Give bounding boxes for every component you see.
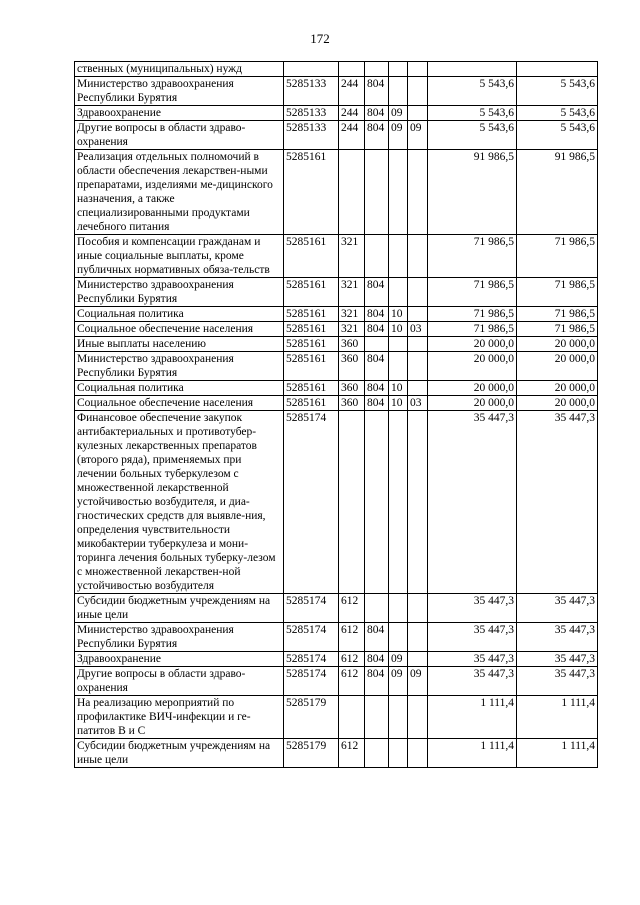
expense-type-cell: 360 [339,352,365,381]
subsection-cell [408,106,428,121]
expense-type-cell: 360 [339,337,365,352]
table-row [75,739,598,768]
subsection-cell [408,411,428,594]
section-cell [389,337,408,352]
section-cell: 10 [389,396,408,411]
row-name-cell: Здравоохранение [75,106,284,121]
subsection-cell [408,352,428,381]
expense-type-cell: 612 [339,652,365,667]
row-name-cell: Социальное обеспечение населения [75,396,284,411]
amount-2-cell: 91 986,5 [517,150,598,235]
amount-2-cell: 5 543,6 [517,121,598,150]
section-cell [389,411,408,594]
section-cell [389,77,408,106]
subsection-cell [408,696,428,739]
amount-1-cell: 71 986,5 [428,235,517,278]
target-code-cell: 5285174 [284,623,339,652]
row-name-cell: Иные выплаты населению [75,337,284,352]
table-row [75,411,598,594]
ministry-code-cell: 804 [365,307,389,322]
section-cell: 09 [389,652,408,667]
subsection-cell: 09 [408,667,428,696]
amount-1-cell: 1 111,4 [428,696,517,739]
row-name-cell: Министерство здравоохранения Республики Бурятия [75,278,284,307]
ministry-code-cell [365,150,389,235]
ministry-code-cell: 804 [365,623,389,652]
section-cell [389,150,408,235]
target-code-cell [284,62,339,77]
amount-2-cell: 5 543,6 [517,106,598,121]
row-name-cell: Пособия и компенсации гражданам и иные социальные выплаты, кроме публичных нормативных обяза-тельств [75,235,284,278]
ministry-code-cell [365,62,389,77]
ministry-code-cell: 804 [365,322,389,337]
table-row [75,62,598,77]
amount-2-cell: 35 447,3 [517,652,598,667]
row-name-cell: Социальное обеспечение населения [75,322,284,337]
subsection-cell [408,278,428,307]
table-row [75,667,598,696]
amount-1-cell: 71 986,5 [428,278,517,307]
row-name-cell: Здравоохранение [75,652,284,667]
section-cell: 10 [389,381,408,396]
table-row [75,77,598,106]
target-code-cell: 5285161 [284,396,339,411]
ministry-code-cell: 804 [365,396,389,411]
target-code-cell: 5285161 [284,322,339,337]
ministry-code-cell: 804 [365,352,389,381]
table-row [75,235,598,278]
section-cell [389,352,408,381]
amount-1-cell: 20 000,0 [428,396,517,411]
subsection-cell [408,77,428,106]
target-code-cell: 5285161 [284,150,339,235]
amount-1-cell: 5 543,6 [428,121,517,150]
subsection-cell: 03 [408,396,428,411]
amount-2-cell: 1 111,4 [517,739,598,768]
expense-type-cell [339,62,365,77]
amount-2-cell: 71 986,5 [517,307,598,322]
amount-1-cell: 71 986,5 [428,322,517,337]
expense-type-cell [339,696,365,739]
section-cell [389,235,408,278]
expense-type-cell: 360 [339,381,365,396]
amount-2-cell: 71 986,5 [517,235,598,278]
amount-1-cell [428,62,517,77]
amount-2-cell: 20 000,0 [517,396,598,411]
target-code-cell: 5285161 [284,352,339,381]
table-row [75,652,598,667]
expense-type-cell: 321 [339,235,365,278]
amount-2-cell: 1 111,4 [517,696,598,739]
target-code-cell: 5285174 [284,411,339,594]
target-code-cell: 5285174 [284,594,339,623]
table-row [75,322,598,337]
row-name-cell: Министерство здравоохранения Республики Бурятия [75,352,284,381]
amount-2-cell: 35 447,3 [517,594,598,623]
target-code-cell: 5285161 [284,381,339,396]
amount-1-cell: 71 986,5 [428,307,517,322]
amount-1-cell: 20 000,0 [428,337,517,352]
amount-1-cell: 1 111,4 [428,739,517,768]
section-cell [389,739,408,768]
ministry-code-cell [365,739,389,768]
ministry-code-cell: 804 [365,381,389,396]
target-code-cell: 5285133 [284,77,339,106]
amount-2-cell: 35 447,3 [517,623,598,652]
target-code-cell: 5285179 [284,696,339,739]
subsection-cell: 03 [408,322,428,337]
section-cell: 09 [389,106,408,121]
amount-2-cell: 5 543,6 [517,77,598,106]
table-row [75,278,598,307]
subsection-cell [408,235,428,278]
subsection-cell [408,652,428,667]
subsection-cell [408,337,428,352]
amount-1-cell: 20 000,0 [428,352,517,381]
amount-2-cell: 71 986,5 [517,322,598,337]
amount-2-cell: 71 986,5 [517,278,598,307]
ministry-code-cell [365,235,389,278]
subsection-cell [408,381,428,396]
expense-type-cell: 244 [339,77,365,106]
budget-table [74,61,598,768]
target-code-cell: 5285174 [284,652,339,667]
ministry-code-cell: 804 [365,667,389,696]
expense-type-cell: 321 [339,278,365,307]
ministry-code-cell: 804 [365,106,389,121]
expense-type-cell: 321 [339,322,365,337]
table-row [75,623,598,652]
subsection-cell: 09 [408,121,428,150]
section-cell [389,278,408,307]
row-name-cell: Социальная политика [75,307,284,322]
target-code-cell: 5285133 [284,106,339,121]
amount-2-cell: 35 447,3 [517,667,598,696]
target-code-cell: 5285161 [284,278,339,307]
target-code-cell: 5285133 [284,121,339,150]
expense-type-cell [339,150,365,235]
amount-1-cell: 35 447,3 [428,411,517,594]
table-row [75,696,598,739]
section-cell: 09 [389,667,408,696]
target-code-cell: 5285161 [284,307,339,322]
section-cell [389,594,408,623]
page-number: 172 [310,31,330,46]
row-name-cell: На реализацию мероприятий по профилактике ВИЧ-инфекции и ге-патитов В и С [75,696,284,739]
subsection-cell [408,594,428,623]
section-cell [389,696,408,739]
ministry-code-cell [365,696,389,739]
table-row [75,396,598,411]
row-name-cell: Министерство здравоохранения Республики Бурятия [75,77,284,106]
subsection-cell [408,739,428,768]
row-name-cell: Реализация отдельных полномочий в области обеспечения лекарствен-ными препаратами, изделиями ме-дицинского назначения, а также специализированными продуктами лечебного питания [75,150,284,235]
section-cell [389,623,408,652]
table-row [75,337,598,352]
expense-type-cell: 612 [339,594,365,623]
row-name-cell: Финансовое обеспечение закупок антибактериальных и противотубер-кулезных лекарственных препаратов (второго ряда), применяемых при лечении больных туберкулезом с множественной лекарственной устойчивостью возбудителя, и диа-гностических средств для выявле-ния, определения чувствительности микобактерии туберкулеза и мони-торинга лечения больных туберку-лезом с множественной лекарствен-ной устойчивостью возбудителя [75,411,284,594]
row-name-cell: Социальная политика [75,381,284,396]
amount-1-cell: 5 543,6 [428,77,517,106]
target-code-cell: 5285161 [284,337,339,352]
expense-type-cell: 612 [339,739,365,768]
row-name-cell: Субсидии бюджетным учреждениям на иные цели [75,739,284,768]
table-row [75,352,598,381]
table-row [75,594,598,623]
amount-1-cell: 35 447,3 [428,623,517,652]
row-name-cell: ственных (муниципальных) нужд [75,62,284,77]
expense-type-cell: 612 [339,623,365,652]
ministry-code-cell [365,411,389,594]
row-name-cell: Другие вопросы в области здраво-охранения [75,667,284,696]
table-row [75,121,598,150]
ministry-code-cell [365,337,389,352]
amount-1-cell: 35 447,3 [428,594,517,623]
amount-1-cell: 20 000,0 [428,381,517,396]
amount-1-cell: 35 447,3 [428,667,517,696]
ministry-code-cell: 804 [365,77,389,106]
subsection-cell [408,623,428,652]
amount-2-cell: 20 000,0 [517,381,598,396]
table-row [75,381,598,396]
expense-type-cell [339,411,365,594]
table-row [75,106,598,121]
amount-1-cell: 91 986,5 [428,150,517,235]
amount-2-cell [517,62,598,77]
amount-2-cell: 35 447,3 [517,411,598,594]
amount-1-cell: 35 447,3 [428,652,517,667]
ministry-code-cell [365,594,389,623]
table-row [75,150,598,235]
subsection-cell [408,307,428,322]
row-name-cell: Министерство здравоохранения Республики Бурятия [75,623,284,652]
amount-1-cell: 5 543,6 [428,106,517,121]
expense-type-cell: 244 [339,121,365,150]
target-code-cell: 5285161 [284,235,339,278]
section-cell [389,62,408,77]
section-cell: 10 [389,322,408,337]
table-row [75,307,598,322]
subsection-cell [408,62,428,77]
expense-type-cell: 244 [339,106,365,121]
target-code-cell: 5285174 [284,667,339,696]
expense-type-cell: 321 [339,307,365,322]
expense-type-cell: 612 [339,667,365,696]
row-name-cell: Субсидии бюджетным учреждениям на иные цели [75,594,284,623]
target-code-cell: 5285179 [284,739,339,768]
section-cell: 10 [389,307,408,322]
amount-2-cell: 20 000,0 [517,337,598,352]
ministry-code-cell: 804 [365,121,389,150]
row-name-cell: Другие вопросы в области здраво-охранения [75,121,284,150]
section-cell: 09 [389,121,408,150]
amount-2-cell: 20 000,0 [517,352,598,381]
expense-type-cell: 360 [339,396,365,411]
subsection-cell [408,150,428,235]
ministry-code-cell: 804 [365,278,389,307]
ministry-code-cell: 804 [365,652,389,667]
